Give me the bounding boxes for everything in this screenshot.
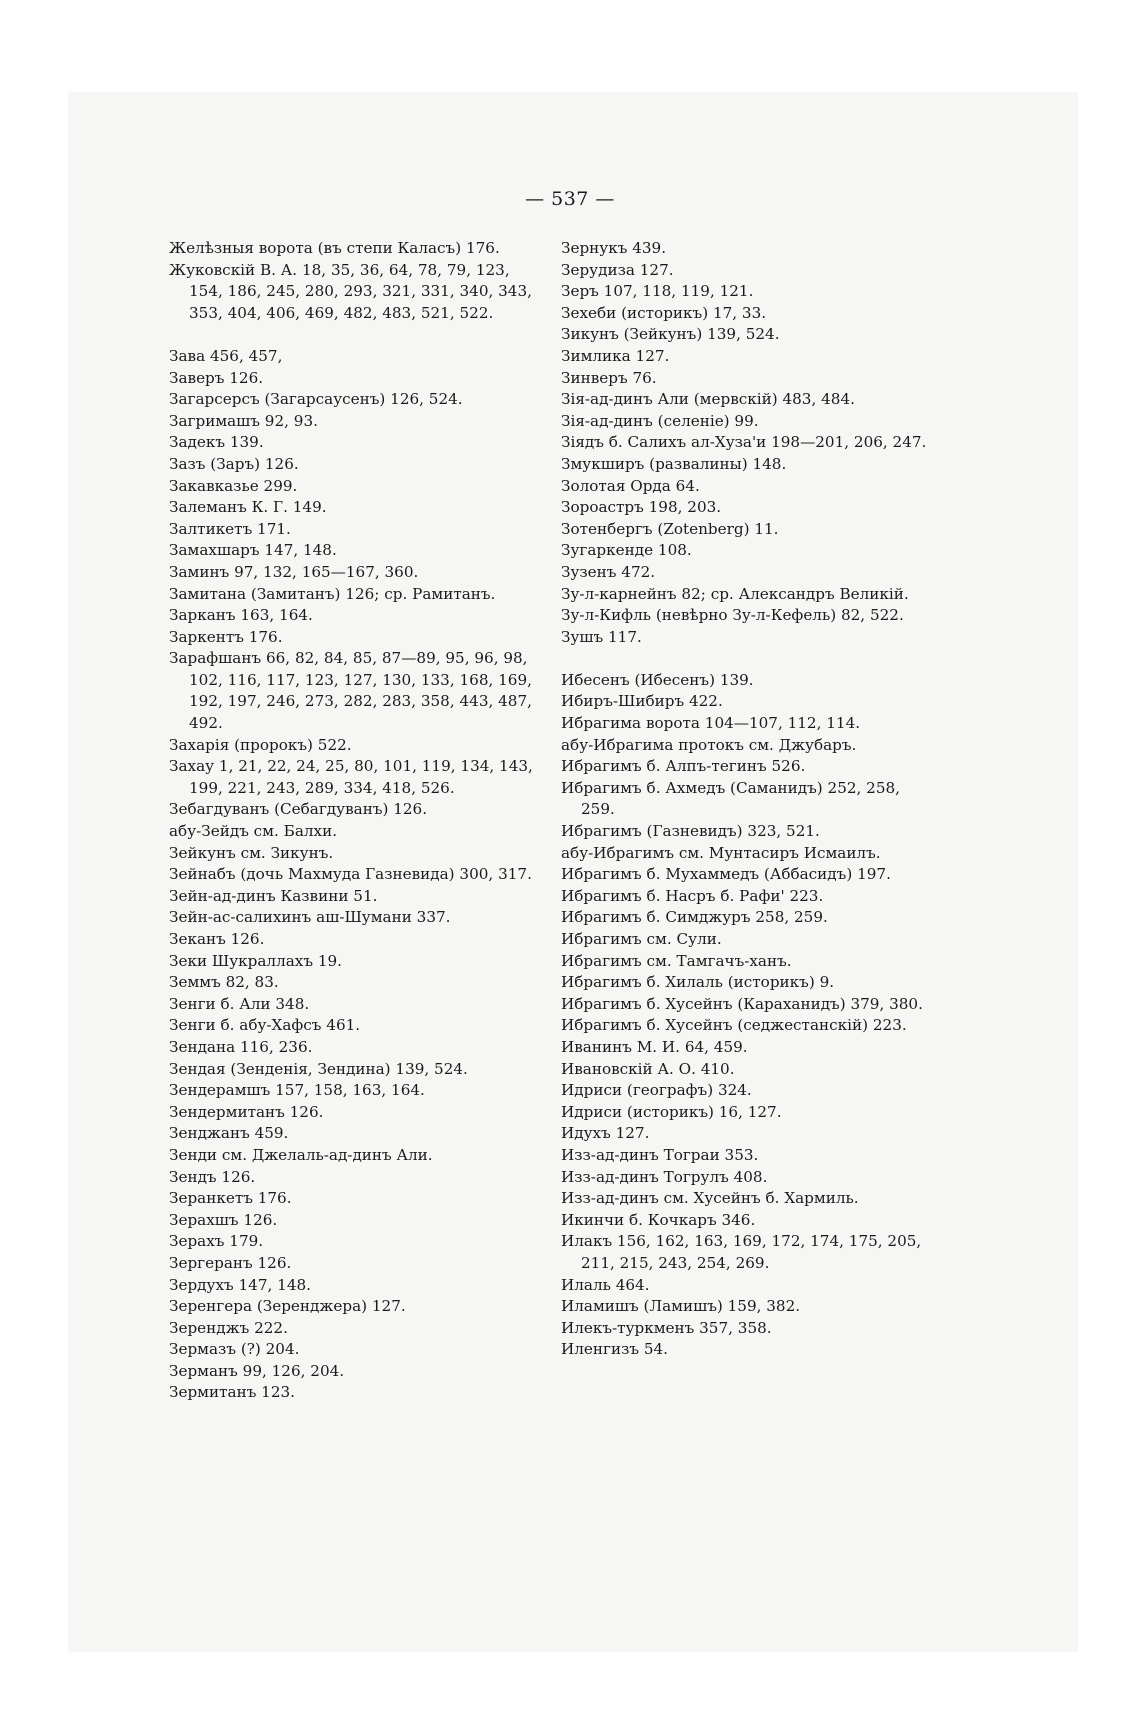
index-entry: Заверъ 126.	[169, 368, 264, 387]
index-entry: Ибрагимъ (Газневидъ) 323, 521.	[561, 822, 820, 841]
index-column-right	[561, 238, 936, 1361]
index-entry: Зейн-ас-салихинъ аш-Шумани 337.	[169, 908, 451, 927]
index-entry: Заминъ 97, 132, 165—167, 360.	[169, 562, 419, 581]
index-entry: Илаль 464.	[561, 1275, 650, 1294]
index-entry: Зендерамшъ 157, 158, 163, 164.	[169, 1081, 425, 1100]
index-entry: Зіядъ б. Салихъ ал-Хуза'и 198—201, 206, 247.	[561, 433, 927, 452]
index-entry: Залеманъ К. Г. 149.	[169, 498, 327, 517]
index-entry: Зу-л-Кифль (невѣрно Зу-л-Кефель) 82, 522.	[561, 606, 904, 625]
index-entry: Жуковскій В. А. 18, 35, 36, 64, 78, 79, 123, 154, 186, 245, 280, 293, 321, 331, 340, 343, 353, 404, 406, 469, 482, 483, 521, 522.	[169, 260, 532, 322]
index-entry: Зейкунъ см. Зикунъ.	[169, 843, 334, 862]
index-entry: Зушъ 117.	[561, 627, 642, 646]
index-entry: Зія-ад-динъ Али (мервскій) 483, 484.	[561, 390, 855, 409]
index-entry: Ибрагимъ б. Хусейнъ (Караханидъ) 379, 380.	[561, 994, 923, 1013]
index-entry: Зерахшъ 126.	[169, 1210, 278, 1229]
index-entry: Ибрагимъ б. Хусейнъ (седжестанскій) 223.	[561, 1016, 907, 1035]
index-entry: Зейнабъ (дочь Махмуда Газневида) 300, 317.	[169, 865, 532, 884]
index-entry: Идухъ 127.	[561, 1124, 650, 1143]
section-gap	[561, 648, 936, 670]
index-entry: Зенджанъ 459.	[169, 1124, 289, 1143]
index-entry: Зія-ад-динъ (селеніе) 99.	[561, 411, 759, 430]
index-entry: Зу-л-карнейнъ 82; ср. Александръ Великій.	[561, 584, 909, 603]
index-entry: Иленгизъ 54.	[561, 1340, 669, 1359]
index-entry: Зернукъ 439.	[561, 239, 667, 257]
index-entry: Илекъ-туркменъ 357, 358.	[561, 1318, 772, 1337]
page-number: — 537 —	[525, 188, 615, 210]
index-entry: Земмъ 82, 83.	[169, 973, 279, 992]
index-entry: абу-Ибрагима протокъ см. Джубаръ.	[561, 735, 857, 754]
index-entry: Загримашъ 92, 93.	[169, 411, 318, 430]
index-entry: Ибрагимъ б. Насръ б. Рафи' 223.	[561, 886, 824, 905]
index-entry: Иванинъ М. И. 64, 459.	[561, 1037, 748, 1056]
index-entry: Зугаркенде 108.	[561, 541, 692, 560]
index-entry: Ибрагимъ б. Ахмедъ (Саманидъ) 252, 258, 259.	[561, 778, 900, 819]
index-entry: Иламишъ (Ламишъ) 159, 382.	[561, 1297, 801, 1316]
index-entry: Ивановскій А. О. 410.	[561, 1059, 735, 1078]
index-entry: Зикунъ (Зейкунъ) 139, 524.	[561, 325, 780, 344]
index-entry: Зарканъ 163, 164.	[169, 606, 313, 625]
index-entry: Замахшаръ 147, 148.	[169, 541, 337, 560]
index-column-left	[169, 238, 539, 1404]
index-entry: Зороастръ 198, 203.	[561, 498, 722, 517]
index-entry: Ибесенъ (Ибесенъ) 139.	[561, 670, 754, 689]
index-entry: Зузенъ 472.	[561, 562, 656, 581]
index-entry: Ибрагима ворота 104—107, 112, 114.	[561, 714, 861, 733]
index-entry: Зерахъ 179.	[169, 1232, 264, 1251]
index-entry: Зимлика 127.	[561, 346, 670, 365]
index-entry: Зерманъ 99, 126, 204.	[169, 1361, 345, 1380]
index-entry: Закавказье 299.	[169, 476, 298, 495]
index-entry: Змукширъ (развалины) 148.	[561, 454, 787, 473]
index-entry: Зебагдуванъ (Себагдуванъ) 126.	[169, 800, 428, 819]
index-entry: Изз-ад-динъ Тогрулъ 408.	[561, 1167, 768, 1186]
index-entry: Захарія (пророкъ) 522.	[169, 735, 352, 754]
index-entry: Ибрагимъ б. Симджуръ 258, 259.	[561, 908, 828, 927]
index-entry: Ибрагимъ б. Алпъ-тегинъ 526.	[561, 757, 806, 776]
index-entry: Зотенбергъ (Zotenberg) 11.	[561, 519, 779, 538]
index-entry: абу-Зейдъ см. Балхи.	[169, 822, 338, 841]
index-entry: Изз-ад-динъ см. Хусейнъ б. Хармиль.	[561, 1189, 859, 1208]
index-entry: Зендая (Зенденія, Зендина) 139, 524.	[169, 1059, 468, 1078]
index-entry: Идриси (географъ) 324.	[561, 1081, 752, 1100]
index-entry: Зенги б. Али 348.	[169, 994, 310, 1013]
index-entry: абу-Ибрагимъ см. Мунтасиръ Исмаилъ.	[561, 843, 881, 862]
index-entry: Ибрагимъ б. Хилаль (историкъ) 9.	[561, 973, 835, 992]
section-gap	[169, 324, 539, 346]
index-entry: Зехеби (историкъ) 17, 33.	[561, 303, 767, 322]
index-entry: Зенди см. Джелаль-ад-динъ Али.	[169, 1145, 433, 1164]
index-entry: Заркентъ 176.	[169, 627, 283, 646]
index-entry: Зермазъ (?) 204.	[169, 1340, 300, 1359]
index-entry: Зендермитанъ 126.	[169, 1102, 324, 1121]
index-entry: Зенги б. абу-Хафсъ 461.	[169, 1016, 361, 1035]
index-entry: Золотая Орда 64.	[561, 476, 700, 495]
index-entry: Ибрагимъ см. Сули.	[561, 930, 722, 948]
index-entry: Зарафшанъ 66, 82, 84, 85, 87—89, 95, 96, 98, 102, 116, 117, 123, 127, 130, 133, 168, 169, 192, 197, 246, 273, 282, 283, 358, 443, 487, 492.	[169, 649, 532, 733]
index-entry: Ибиръ-Шибиръ 422.	[561, 692, 723, 711]
index-entry: Зеканъ 126.	[169, 930, 265, 948]
index-entry: Захау 1, 21, 22, 24, 25, 80, 101, 119, 134, 143, 199, 221, 243, 289, 334, 418, 526.	[169, 757, 533, 797]
index-entry: Зава 456, 457,	[169, 346, 283, 365]
index-entry: Изз-ад-динъ Тограи 353.	[561, 1145, 759, 1164]
index-entry: Зермитанъ 123.	[169, 1383, 295, 1402]
index-entry: Илакъ 156, 162, 163, 169, 172, 174, 175, 205, 211, 215, 243, 254, 269.	[561, 1232, 922, 1272]
index-entry: Зейн-ад-динъ Казвини 51.	[169, 886, 378, 905]
index-entry: Зеръ 107, 118, 119, 121.	[561, 282, 754, 301]
index-entry: Зеранкетъ 176.	[169, 1189, 292, 1208]
index-entry: Зеки Шукраллахъ 19.	[169, 951, 342, 970]
index-entry: Зеренгера (Зеренджера) 127.	[169, 1297, 406, 1316]
index-entry: Зинверъ 76.	[561, 368, 657, 387]
index-entry: Зендана 116, 236.	[169, 1037, 313, 1056]
index-entry: Зендъ 126.	[169, 1167, 256, 1186]
index-entry: Замитана (Замитанъ) 126; ср. Рамитанъ.	[169, 584, 496, 603]
index-entry: Зазъ (Заръ) 126.	[169, 454, 299, 473]
index-entry: Зерудиза 127.	[561, 260, 674, 279]
index-entry: Зердухъ 147, 148.	[169, 1275, 311, 1294]
index-entry: Зеренджъ 222.	[169, 1318, 288, 1337]
index-entry: Зергеранъ 126.	[169, 1253, 292, 1272]
index-entry: Задекъ 139.	[169, 433, 264, 452]
index-entry: Идриси (историкъ) 16, 127.	[561, 1102, 782, 1121]
index-entry: Икинчи б. Кочкаръ 346.	[561, 1210, 756, 1229]
index-entry: Залтикетъ 171.	[169, 519, 291, 538]
index-entry: Ибрагимъ см. Тамгачъ-ханъ.	[561, 951, 792, 970]
index-entry: Загарсерсъ (Загарсаусенъ) 126, 524.	[169, 390, 463, 409]
index-entry: Желѣзныя ворота (въ степи Каласъ) 176.	[169, 239, 500, 257]
index-entry: Ибрагимъ б. Мухаммедъ (Аббасидъ) 197.	[561, 865, 891, 884]
